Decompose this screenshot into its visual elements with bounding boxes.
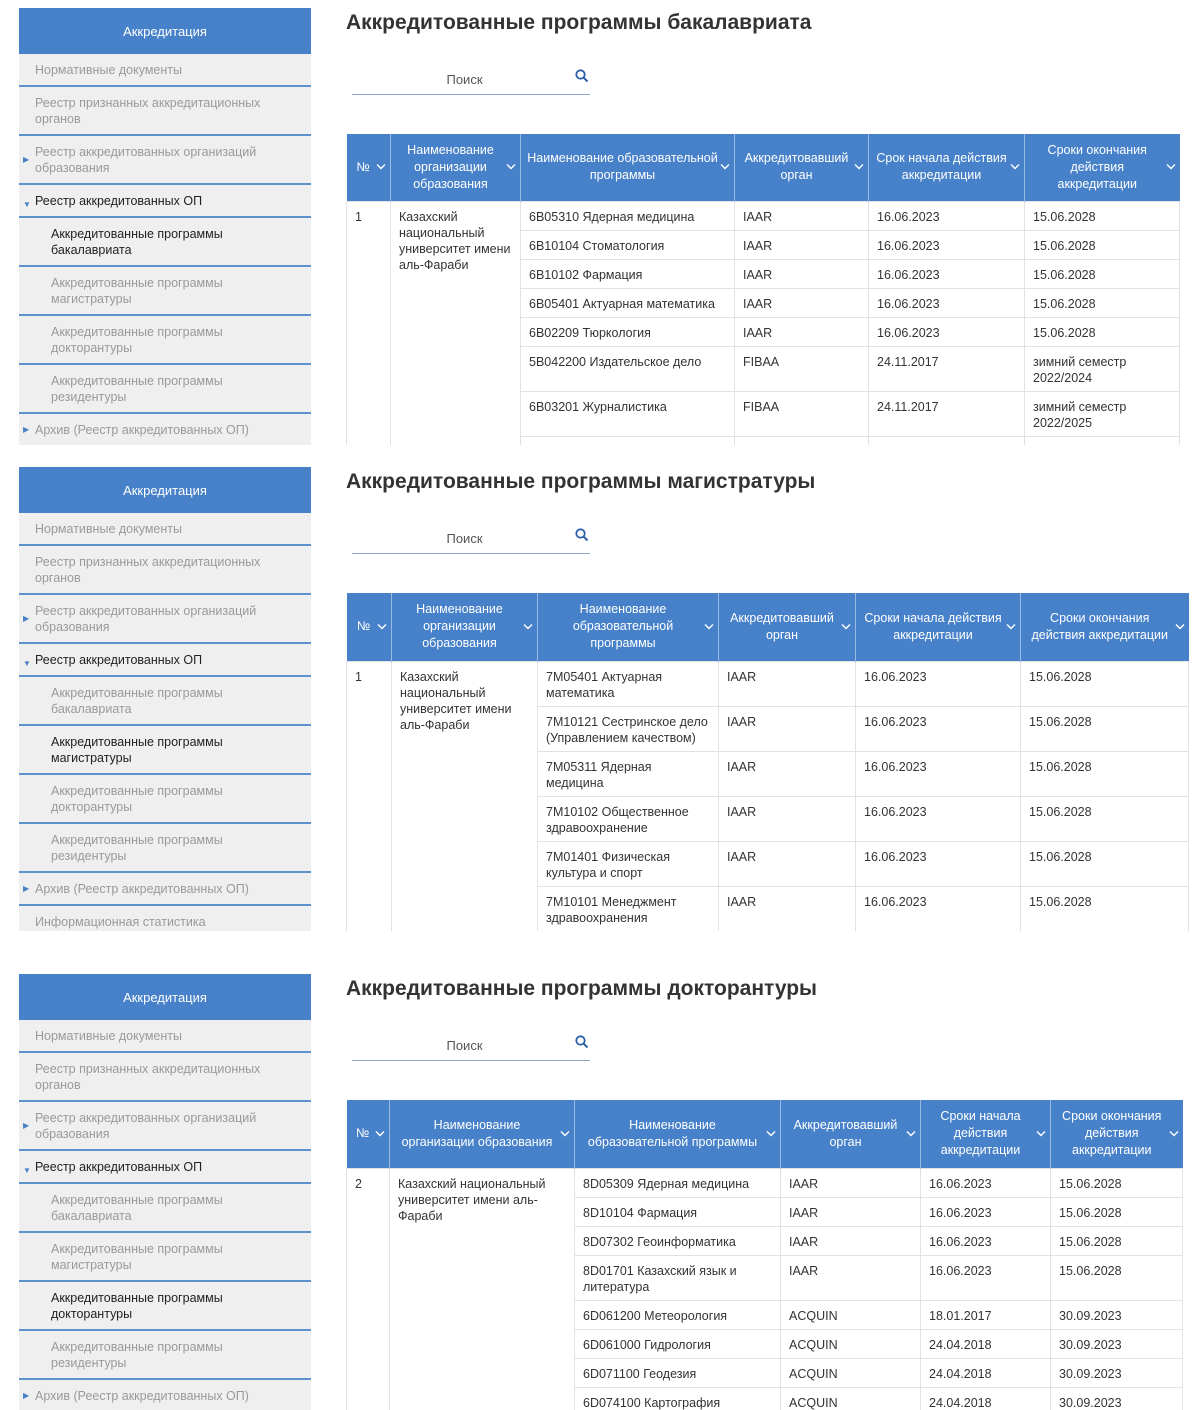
sidebar-item-label: Архив (Реестр аккредитованных ОП) — [35, 1389, 249, 1403]
chevron-down-icon[interactable] — [906, 1130, 916, 1137]
organization-cell: Казахский национальный университет имени аль-Фараби — [392, 661, 538, 931]
end-date-cell: 15.06.2028 — [1025, 317, 1180, 346]
chevron-down-icon[interactable] — [720, 164, 730, 171]
agency-cell: IAAR — [781, 1255, 921, 1300]
sidebar-item[interactable] — [19, 1102, 311, 1151]
sidebar-item[interactable] — [19, 1020, 311, 1053]
start-date-cell: 24.11.2017 — [869, 391, 1025, 436]
column-header-label: Сроки начала действия аккредитации — [864, 610, 1002, 642]
sidebar-nav — [19, 8, 311, 445]
start-date-cell: 16.06.2023 — [856, 886, 1021, 931]
sidebar-header[interactable]: Аккредитация — [19, 974, 311, 1020]
start-date-cell: 18.01.2017 — [921, 1300, 1051, 1329]
chevron-down-icon[interactable] — [766, 1130, 776, 1137]
chevron-down-icon[interactable] — [1010, 164, 1020, 171]
column-header-label: Сроки начала действия аккредитации — [940, 1109, 1021, 1158]
sidebar-item[interactable] — [19, 677, 311, 726]
sidebar-item[interactable] — [19, 87, 311, 136]
chevron-down-icon[interactable] — [523, 623, 533, 630]
end-date-cell: 15.06.2028 — [1021, 796, 1189, 841]
column-header[interactable] — [781, 1100, 921, 1168]
program-cell: 6D071100 Геодезия — [575, 1358, 781, 1387]
chevron-down-icon[interactable] — [1169, 1130, 1179, 1137]
agency-cell: IAAR — [719, 706, 856, 751]
agency-cell: IAAR — [735, 288, 869, 317]
sidebar-item-label: Архив (Реестр аккредитованных ОП) — [35, 423, 249, 437]
agency-cell: IAAR — [735, 259, 869, 288]
column-header-label: Аккредитовавший орган — [793, 1117, 898, 1149]
column-header[interactable] — [390, 1100, 575, 1168]
program-cell: 6В02209 Тюркология — [521, 317, 735, 346]
agency-cell: IAAR — [781, 1168, 921, 1197]
sidebar-item[interactable] — [19, 414, 311, 445]
search-icon[interactable] — [574, 527, 590, 543]
start-date-cell: 16.06.2023 — [856, 841, 1021, 886]
agency-cell: IAAR — [719, 751, 856, 796]
caret-right-icon: ▶ — [23, 1120, 30, 1130]
end-date-cell: 15.06.2028 — [1025, 230, 1180, 259]
chevron-down-icon[interactable] — [560, 1130, 570, 1137]
sidebar-item[interactable] — [19, 54, 311, 87]
end-date-cell: 15.06.2028 — [1051, 1255, 1183, 1300]
search-box — [352, 1030, 590, 1061]
chevron-down-icon[interactable] — [376, 164, 386, 171]
agency-cell: IAAR — [781, 1226, 921, 1255]
page-title: Аккредитованные программы магистратуры — [346, 470, 816, 493]
table-header-row — [347, 1100, 1183, 1168]
sidebar-item-label: Аккредитованные программы резидентуры — [51, 833, 223, 863]
sidebar-item[interactable] — [19, 595, 311, 644]
sidebar-item-label: Аккредитованные программы бакалавриата — [51, 1193, 223, 1223]
start-date-cell: 16.06.2023 — [856, 751, 1021, 796]
sidebar-item[interactable] — [19, 726, 311, 775]
program-cell: 6D074100 Картография — [575, 1387, 781, 1410]
end-date-cell: зимний семестр 2022/2025 — [1025, 391, 1180, 436]
program-cell: 7М10121 Сестринское дело (Управлением качеством) — [538, 706, 719, 751]
end-date-cell: 15.06.2028 — [1051, 1197, 1183, 1226]
start-date-cell: 16.06.2023 — [869, 317, 1025, 346]
sidebar-item-label: Реестр аккредитованных ОП — [35, 653, 203, 667]
agency-cell: IAAR — [735, 317, 869, 346]
program-cell: 6В05401 Актуарная математика — [521, 288, 735, 317]
search-box — [352, 523, 590, 554]
column-header-label: Сроки окончания действия аккредитации — [1047, 142, 1147, 191]
caret-right-icon: ▶ — [23, 613, 30, 623]
table-row — [347, 661, 1189, 706]
agency-cell: IAAR — [719, 841, 856, 886]
caret-down-icon: ▼ — [23, 659, 31, 668]
program-cell: 8D01701 Казахский язык и литература — [575, 1255, 781, 1300]
sidebar-item[interactable] — [19, 316, 311, 365]
sidebar-item[interactable] — [19, 185, 311, 218]
end-date-cell: 30.09.2023 — [1051, 1329, 1183, 1358]
search-input[interactable] — [352, 527, 577, 549]
end-date-cell: 15.06.2028 — [1021, 841, 1189, 886]
agency-cell: ACQUIN — [781, 1300, 921, 1329]
sidebar-nav — [19, 974, 311, 1410]
page-panel — [0, 459, 1200, 931]
sidebar-item-label: Реестр аккредитованных ОП — [35, 1160, 203, 1174]
sidebar-item-label: Аккредитованные программы резидентуры — [51, 374, 223, 404]
column-header-label: № — [356, 1126, 370, 1141]
start-date-cell: 16.06.2023 — [869, 201, 1025, 230]
column-header[interactable] — [538, 593, 719, 661]
agency-cell — [735, 436, 869, 445]
chevron-down-icon[interactable] — [377, 623, 387, 630]
column-header-label: Наименование образовательной программы — [587, 1117, 758, 1149]
sidebar-item[interactable] — [19, 218, 311, 267]
program-cell: 6D061200 Метеорология — [575, 1300, 781, 1329]
chevron-down-icon[interactable] — [854, 164, 864, 171]
program-cell: 8D05309 Ядерная медицина — [575, 1168, 781, 1197]
sidebar-item[interactable] — [19, 546, 311, 595]
sidebar-item[interactable] — [19, 1331, 311, 1380]
sidebar-item-label: Реестр признанных аккредитационных органов — [35, 1062, 261, 1092]
chevron-down-icon[interactable] — [1175, 623, 1185, 630]
page-title: Аккредитованные программы докторантуры — [346, 977, 817, 1000]
end-date-cell: 30.09.2023 — [1051, 1358, 1183, 1387]
end-date-cell: 15.06.2028 — [1025, 201, 1180, 230]
sidebar-item-label: Аккредитованные программы докторантуры — [51, 325, 223, 355]
end-date-cell: 30.09.2023 — [1051, 1387, 1183, 1410]
sidebar-item[interactable] — [19, 1053, 311, 1102]
sidebar-item[interactable] — [19, 824, 311, 873]
chevron-down-icon[interactable] — [506, 164, 516, 171]
agency-cell: ACQUIN — [781, 1329, 921, 1358]
column-header-label: Наименование образовательной программы — [527, 151, 718, 183]
table-header-row — [347, 134, 1180, 201]
sidebar-item-label: Нормативные документы — [35, 522, 182, 536]
column-header[interactable] — [869, 134, 1025, 201]
sidebar-item[interactable] — [19, 1233, 311, 1282]
agency-cell: IAAR — [719, 796, 856, 841]
program-cell: 6В10102 Фармация — [521, 259, 735, 288]
agency-cell: IAAR — [735, 230, 869, 259]
chevron-down-icon[interactable] — [375, 1130, 385, 1137]
column-header[interactable] — [347, 593, 392, 661]
sidebar-header[interactable]: Аккредитация — [19, 467, 311, 513]
column-header[interactable] — [1025, 134, 1180, 201]
program-cell: 7М05401 Актуарная математика — [538, 661, 719, 706]
program-cell: 5В042200 Издательское дело — [521, 346, 735, 391]
end-date-cell: зимний семестр 2022/2024 — [1025, 346, 1180, 391]
table-row — [347, 201, 1180, 230]
sidebar-item-label: Нормативные документы — [35, 1029, 182, 1043]
column-header-label: № — [356, 159, 370, 174]
program-cell: 7М10102 Общественное здравоохранение — [538, 796, 719, 841]
page-panel — [0, 0, 1200, 445]
caret-right-icon: ▶ — [23, 883, 30, 893]
search-input[interactable] — [352, 1034, 577, 1056]
sidebar-item-label: Аккредитованные программы докторантуры — [51, 784, 223, 814]
program-cell: 8D07302 Геоинформатика — [575, 1226, 781, 1255]
start-date-cell: 16.06.2023 — [869, 230, 1025, 259]
program-cell — [521, 436, 735, 445]
sidebar-item[interactable] — [19, 873, 311, 906]
column-header[interactable] — [392, 593, 538, 661]
row-number-cell: 1 — [347, 201, 391, 445]
sidebar-item[interactable] — [19, 1380, 311, 1410]
end-date-cell: 15.06.2028 — [1025, 288, 1180, 317]
sidebar-item[interactable] — [19, 365, 311, 414]
caret-right-icon: ▶ — [23, 154, 30, 164]
start-date-cell: 16.06.2023 — [921, 1255, 1051, 1300]
end-date-cell: 15.06.2028 — [1021, 886, 1189, 931]
sidebar-item-label: Реестр аккредитованных ОП — [35, 194, 203, 208]
chevron-down-icon[interactable] — [841, 623, 851, 630]
program-cell: 6В03201 Журналистика — [521, 391, 735, 436]
program-cell: 6D061000 Гидрология — [575, 1329, 781, 1358]
chevron-down-icon[interactable] — [1166, 164, 1176, 171]
column-header-label: Наименование образовательной программы — [572, 602, 674, 651]
start-date-cell — [869, 436, 1025, 445]
end-date-cell: 15.06.2028 — [1021, 661, 1189, 706]
sidebar-nav — [19, 467, 311, 931]
program-cell: 6В10104 Стоматология — [521, 230, 735, 259]
caret-down-icon: ▼ — [23, 1166, 31, 1175]
column-header[interactable] — [521, 134, 735, 201]
row-number-cell: 1 — [347, 661, 392, 931]
column-header[interactable] — [735, 134, 869, 201]
program-cell: 7М10101 Менеджмент здравоохранения — [538, 886, 719, 931]
agency-cell: IAAR — [781, 1197, 921, 1226]
start-date-cell: 24.11.2017 — [869, 346, 1025, 391]
sidebar-item[interactable] — [19, 775, 311, 824]
sidebar-item[interactable] — [19, 644, 311, 677]
page-panel — [0, 966, 1200, 1410]
sidebar-item-label: Реестр признанных аккредитационных органов — [35, 96, 261, 126]
column-header-label: Сроки окончания действия аккредитации — [1031, 610, 1169, 642]
agency-cell: IAAR — [719, 886, 856, 931]
sidebar-item[interactable] — [19, 513, 311, 546]
sidebar-item-label: Реестр аккредитованных организаций образования — [35, 1111, 257, 1141]
end-date-cell: 15.06.2028 — [1051, 1226, 1183, 1255]
sidebar-item-label: Аккредитованные программы резидентуры — [51, 1340, 223, 1370]
column-header[interactable] — [1021, 593, 1189, 661]
agency-cell: FIBAA — [735, 346, 869, 391]
row-number-cell: 2 — [347, 1168, 390, 1410]
sidebar-item-label: Реестр признанных аккредитационных органов — [35, 555, 261, 585]
start-date-cell: 24.04.2018 — [921, 1329, 1051, 1358]
end-date-cell: 15.06.2028 — [1025, 259, 1180, 288]
start-date-cell: 16.06.2023 — [869, 288, 1025, 317]
start-date-cell: 24.04.2018 — [921, 1358, 1051, 1387]
organization-cell: Казахский национальный университет имени аль-Фараби — [391, 201, 521, 445]
sidebar-item[interactable] — [19, 1151, 311, 1184]
column-header[interactable] — [1051, 1100, 1183, 1168]
program-cell: 7М01401 Физическая культура и спорт — [538, 841, 719, 886]
search-input[interactable] — [352, 68, 577, 90]
chevron-down-icon[interactable] — [1006, 623, 1016, 630]
column-header[interactable] — [856, 593, 1021, 661]
organization-cell: Казахский национальный университет имени аль-Фараби — [390, 1168, 575, 1410]
sidebar-item[interactable] — [19, 136, 311, 185]
sidebar-item-label: Реестр аккредитованных организаций образования — [35, 145, 257, 175]
column-header-label: № — [357, 619, 371, 634]
end-date-cell: 15.06.2028 — [1021, 751, 1189, 796]
agency-cell: IAAR — [735, 201, 869, 230]
agency-cell: FIBAA — [735, 391, 869, 436]
agency-cell: ACQUIN — [781, 1387, 921, 1410]
column-header[interactable] — [347, 1100, 390, 1168]
column-header-label: Сроки окончания действия аккредитации — [1062, 1109, 1162, 1158]
column-header-label: Аккредитовавший орган — [730, 610, 834, 642]
sidebar-item[interactable] — [19, 1282, 311, 1331]
programs-table — [346, 593, 1189, 931]
column-header-label: Наименование организации образования — [416, 602, 503, 651]
end-date-cell: 15.06.2028 — [1021, 706, 1189, 751]
start-date-cell: 16.06.2023 — [856, 661, 1021, 706]
sidebar-item[interactable] — [19, 267, 311, 316]
start-date-cell: 16.06.2023 — [921, 1197, 1051, 1226]
agency-cell: IAAR — [719, 661, 856, 706]
sidebar-item-label: Аккредитованные программы бакалавриата — [51, 227, 223, 257]
start-date-cell: 24.04.2018 — [921, 1387, 1051, 1410]
start-date-cell: 16.06.2023 — [856, 706, 1021, 751]
sidebar-item-label: Архив (Реестр аккредитованных ОП) — [35, 882, 249, 896]
sidebar-item-label: Аккредитованные программы бакалавриата — [51, 686, 223, 716]
sidebar-item[interactable] — [19, 906, 311, 931]
column-header-label: Срок начала действия аккредитации — [876, 151, 1007, 183]
caret-right-icon: ▶ — [23, 424, 30, 434]
sidebar-item[interactable] — [19, 1184, 311, 1233]
column-header-label: Наименование организации образования — [401, 1117, 553, 1149]
search-icon[interactable] — [574, 1034, 590, 1050]
program-cell: 7М05311 Ядерная медицина — [538, 751, 719, 796]
start-date-cell: 16.06.2023 — [869, 259, 1025, 288]
chevron-down-icon[interactable] — [1036, 1130, 1046, 1137]
column-header[interactable] — [347, 134, 391, 201]
sidebar-item-label: Аккредитованные программы магистратуры — [51, 276, 223, 306]
table-header-row — [347, 593, 1189, 661]
start-date-cell: 16.06.2023 — [921, 1168, 1051, 1197]
caret-right-icon: ▶ — [23, 1390, 30, 1400]
end-date-cell: 30.09.2023 — [1051, 1300, 1183, 1329]
sidebar-item-label: Реестр аккредитованных организаций образования — [35, 604, 257, 634]
page-title: Аккредитованные программы бакалавриата — [346, 11, 812, 34]
search-box — [352, 64, 590, 95]
programs-table — [346, 134, 1180, 445]
column-header-label: Аккредитовавший орган — [744, 151, 849, 183]
column-header-label: Наименование организации образования — [407, 142, 494, 191]
sidebar-item-label: Аккредитованные программы магистратуры — [51, 1242, 223, 1272]
sidebar-item-label: Информационная статистика — [35, 915, 206, 929]
program-cell: 8D10104 Фармация — [575, 1197, 781, 1226]
chevron-down-icon[interactable] — [704, 623, 714, 630]
program-cell: 6В05310 Ядерная медицина — [521, 201, 735, 230]
start-date-cell: 16.06.2023 — [921, 1226, 1051, 1255]
sidebar-header[interactable]: Аккредитация — [19, 8, 311, 54]
column-header[interactable] — [575, 1100, 781, 1168]
column-header[interactable] — [921, 1100, 1051, 1168]
caret-down-icon: ▼ — [23, 200, 31, 209]
sidebar-item-label: Нормативные документы — [35, 63, 182, 77]
column-header[interactable] — [719, 593, 856, 661]
programs-table — [346, 1100, 1183, 1410]
end-date-cell — [1025, 436, 1180, 445]
agency-cell: ACQUIN — [781, 1358, 921, 1387]
sidebar-item-label: Аккредитованные программы магистратуры — [51, 735, 223, 765]
sidebar-item-label: Аккредитованные программы докторантуры — [51, 1291, 223, 1321]
end-date-cell: 15.06.2028 — [1051, 1168, 1183, 1197]
start-date-cell: 16.06.2023 — [856, 796, 1021, 841]
search-icon[interactable] — [574, 68, 590, 84]
column-header[interactable] — [391, 134, 521, 201]
table-row — [347, 1168, 1183, 1197]
